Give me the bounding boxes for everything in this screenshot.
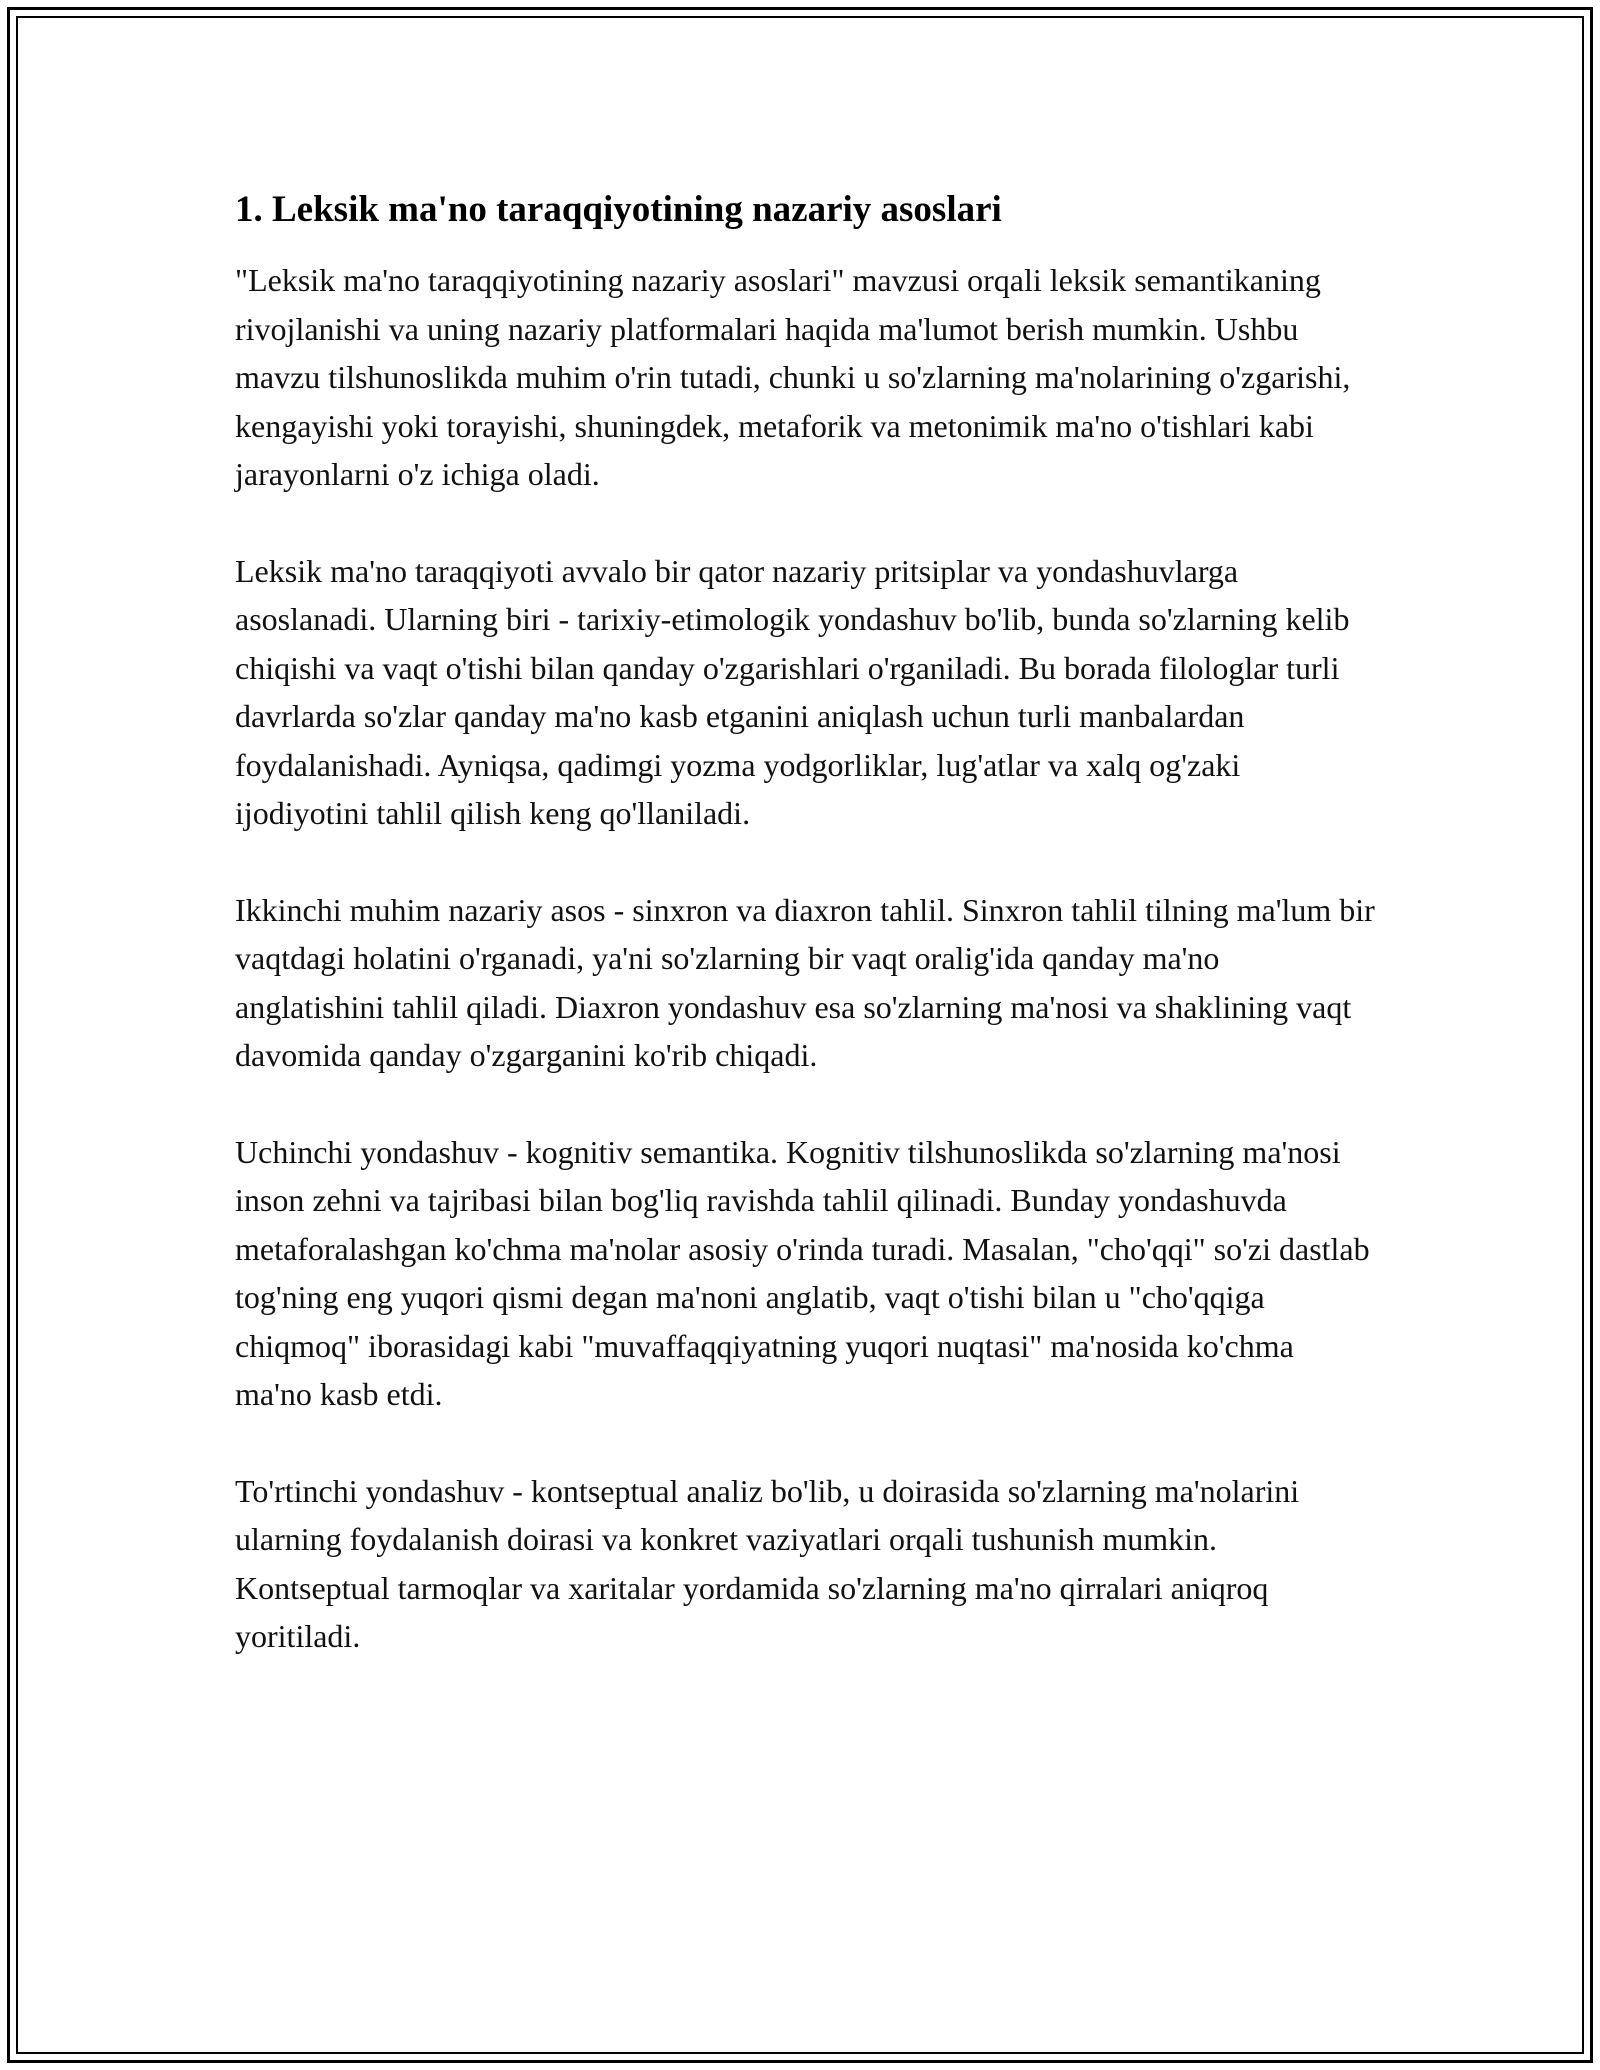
document-body bbox=[235, 186, 1375, 1709]
paragraph-conceptual-analysis: To'rtinchi yondashuv - kontseptual analiz bo'lib, u doirasida so'zlarning ma'nolarini ularning foydalanish doirasi va konkret vaziyatlari orqali tushunish mumkin. Kontseptual tarmoqlar va xaritalar yordamida so'zlarning ma'no qirralari aniqroq yoritiladi. bbox=[235, 1472, 1300, 1654]
paragraph-intro: "Leksik ma'no taraqqiyotining nazariy asoslari" mavzusi orqali leksik semantikaning rivojlanishi va uning nazariy platformalari haqida ma'lumot berish mumkin. Ushbu mavzu tilshunoslikda muhim o'rin tutadi, chunki u so'zlarning ma'nolarining o'zgarishi, kengayishi yoki torayishi, shuningdek, metaforik va metonimik ma'no o'tishlari kabi jarayonlarni o'z ichiga oladi. bbox=[235, 262, 1351, 492]
paragraph-synchronic-diachronic: Ikkinchi muhim nazariy asos - sinxron va diaxron tahlil. Sinxron tahlil tilning ma'lum bir vaqtdagi holatini o'rganadi, ya'ni so'zlarning bir vaqt oralig'ida qanday ma'no anglatishini tahlil qiladi. Diaxron yondashuv esa so'zlarning ma'nosi va shaklining vaqt davomida qanday o'zgarganini ko'rib chiqadi. bbox=[235, 891, 1375, 1073]
section-title: 1. Leksik ma'no taraqqiyotining nazariy asoslari bbox=[235, 189, 1002, 230]
paragraph-cognitive-semantics: Uchinchi yondashuv - kognitiv semantika. Kognitiv tilshunoslikda so'zlarning ma'nosi inson zehni va tajribasi bilan bog'liq ravishda tahlil qilinadi. Bunday yondashuvda metaforalashgan ko'chma ma'nolar asosiy o'rinda turadi. Masalan, "cho'qqi" so'zi dastlab tog'ning eng yuqori qismi degan ma'noni anglatib, vaqt o'tishi bilan u "cho'qqiga chiqmoq" iborasidagi kabi "muvaffaqqiyatning yuqori nuqtasi" ma'nosida ko'chma ma'no kasb etdi. bbox=[235, 1133, 1370, 1412]
paragraph-historical-etymological: Leksik ma'no taraqqiyoti avvalo bir qator nazariy pritsiplar va yondashuvlarga asoslanadi. Ularning biri - tarixiy-etimologik yondashuv bo'lib, bunda so'zlarning kelib chiqishi va vaqt o'tishi bilan qanday o'zgarishlari o'rganiladi. Bu borada filologlar turli davrlarda so'zlar qanday ma'no kasb etganini aniqlash uchun turli manbalardan foydalanishadi. Ayniqsa, qadimgi yozma yodgorliklar, lug'atlar va xalq og'zaki ijodiyotini tahlil qilish keng qo'llaniladi. bbox=[235, 552, 1350, 831]
